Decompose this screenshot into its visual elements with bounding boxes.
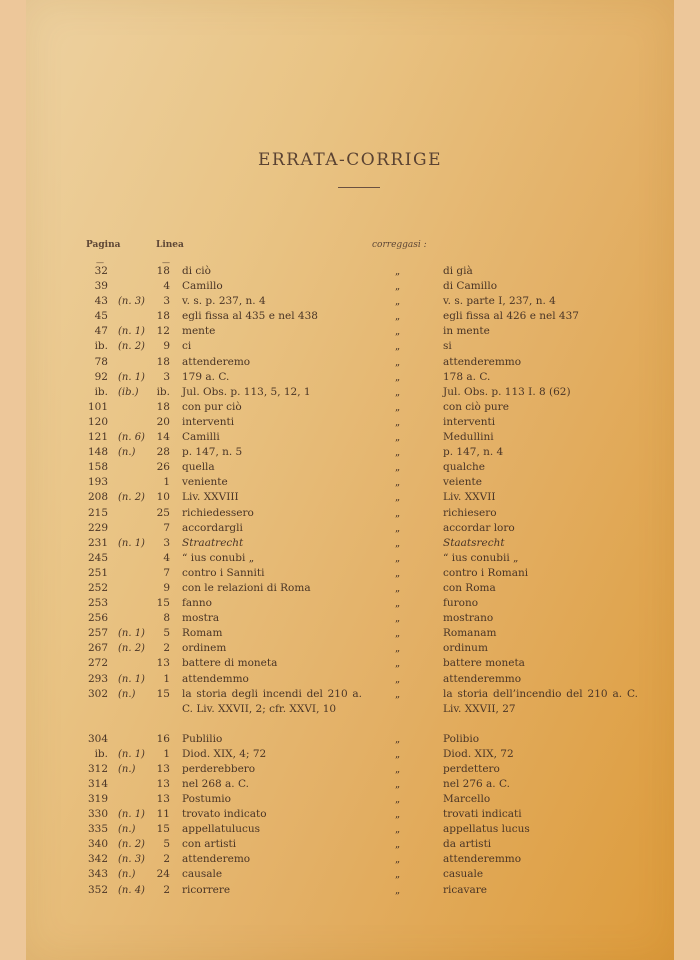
correction-text: con Roma	[443, 581, 496, 594]
error-text: Diod. XIX, 4; 72	[182, 747, 267, 760]
page-number: 120	[87, 415, 108, 428]
error-text: “ ius conubi „	[182, 551, 255, 564]
error-text: con pur ciò	[182, 400, 242, 413]
line-number: 3	[163, 536, 170, 549]
error-text: interventi	[182, 415, 235, 428]
line-number: 12	[156, 325, 170, 338]
page-number: 231	[87, 536, 108, 549]
errata-row	[26, 294, 674, 309]
note-ref: (n. 1)	[118, 673, 145, 685]
errata-row	[26, 385, 674, 400]
line-number: 11	[156, 808, 170, 821]
page-number: 312	[87, 762, 108, 775]
page-number: 32	[94, 265, 108, 277]
ditto-mark: „	[395, 296, 401, 308]
page-number: 330	[87, 808, 108, 821]
error-text: Postumio	[182, 793, 231, 805]
line-number: 5	[163, 838, 170, 851]
note-ref: (n. 4)	[118, 884, 145, 896]
ditto-mark: „	[395, 552, 401, 564]
ditto-mark: „	[395, 748, 401, 760]
errata-row	[26, 339, 674, 354]
correction-text: Liv. XXVII	[443, 491, 496, 504]
ditto-mark: „	[395, 763, 401, 775]
errata-row	[26, 656, 674, 671]
error-text: la storia degli incendi del 210 a. C. Liv. XXVII, 2; cfr. XXVI, 10	[182, 687, 362, 715]
errata-row	[26, 687, 674, 732]
ditto-mark: „	[395, 628, 401, 640]
note-ref: (n.)	[118, 688, 136, 700]
error-text: ci	[182, 340, 192, 353]
error-text: mente	[182, 325, 216, 338]
line-number: 1	[163, 747, 170, 760]
page-number: ib.	[94, 747, 108, 760]
error-text: Straatrecht	[182, 536, 244, 549]
page-number: 252	[87, 581, 108, 594]
error-text: Camillo	[182, 280, 223, 293]
page-number: 253	[87, 597, 108, 610]
ditto-mark: „	[395, 311, 401, 323]
ditto-mark: „	[395, 477, 401, 489]
errata-row	[26, 867, 674, 882]
page-number: 343	[87, 868, 108, 881]
page-number: 158	[87, 461, 108, 474]
note-ref: (n. 2)	[118, 643, 145, 655]
ditto-mark: „	[395, 326, 401, 338]
ditto-mark: „	[395, 839, 401, 851]
correction-text: 178 a. C.	[443, 370, 491, 383]
line-number: 24	[156, 868, 170, 881]
error-text: Liv. XXVIII	[182, 491, 239, 504]
errata-row	[26, 852, 674, 867]
line-number: 3	[163, 370, 170, 383]
errata-row	[26, 309, 674, 324]
ditto-mark: „	[395, 432, 401, 444]
page-number: 208	[87, 491, 108, 504]
page-number: 267	[87, 642, 108, 655]
ditto-mark: „	[395, 688, 401, 700]
correction-text: Jul. Obs. p. 113 I. 8 (62)	[443, 385, 571, 398]
page-title: ERRATA-CORRIGE	[257, 150, 443, 170]
correction-text: richiesero	[443, 506, 497, 519]
error-text: con le relazioni di Roma	[182, 581, 311, 594]
correction-text: ordinum	[443, 642, 488, 655]
errata-row	[26, 506, 674, 521]
line-number: 13	[156, 657, 170, 670]
line-number: 18	[156, 265, 170, 277]
ditto-mark: „	[395, 778, 401, 790]
errata-row	[26, 521, 674, 536]
ditto-mark: „	[395, 341, 401, 353]
errata-row	[26, 324, 674, 339]
ditto-mark: „	[395, 356, 401, 368]
page-number: 92	[94, 370, 108, 383]
page-number: 272	[87, 657, 108, 670]
correction-text: qualche	[443, 461, 485, 474]
note-ref: (ib.)	[118, 386, 139, 398]
error-text: causale	[182, 868, 223, 881]
line-number: 5	[163, 627, 170, 640]
header-page-dash: —	[96, 258, 104, 267]
line-number: 2	[163, 642, 170, 655]
error-text: Publilio	[182, 732, 223, 745]
correction-text: di Camillo	[443, 280, 498, 293]
ditto-mark: „	[395, 371, 401, 383]
correction-text: egli fissa al 426 e nel 437	[443, 310, 579, 323]
page-number: 45	[94, 310, 108, 323]
error-text: Camilli	[182, 431, 220, 444]
page-number: 304	[87, 732, 108, 745]
page-number: 43	[94, 295, 108, 308]
note-ref: (n. 3)	[118, 854, 145, 866]
correction-text: nel 276 a. C.	[443, 777, 510, 790]
errata-row	[26, 581, 674, 596]
error-text: fanno	[182, 597, 212, 610]
correction-text: con ciò pure	[443, 400, 509, 413]
page-number: 342	[87, 853, 108, 866]
errata-row	[26, 490, 674, 505]
errata-row	[26, 551, 674, 566]
page-number: 257	[87, 627, 108, 640]
errata-row	[26, 279, 674, 294]
page-number: 340	[87, 838, 108, 851]
errata-row	[26, 732, 674, 747]
error-text: ricorrere	[182, 883, 231, 896]
correction-text: casuale	[443, 868, 484, 881]
errata-row	[26, 415, 674, 430]
error-text: battere di moneta	[182, 657, 278, 670]
correction-text: Romanam	[443, 627, 497, 640]
note-ref: (n. 2)	[118, 492, 145, 504]
errata-row	[26, 762, 674, 777]
ditto-mark: „	[395, 582, 401, 594]
line-number: 15	[156, 597, 170, 610]
page-number: 148	[87, 446, 108, 459]
correction-text: attenderemmo	[443, 672, 522, 685]
header-correct: correggasi :	[372, 240, 427, 250]
errata-row	[26, 822, 674, 837]
page-number: 319	[87, 793, 108, 805]
errata-row	[26, 355, 674, 370]
errata-row	[26, 400, 674, 415]
ditto-mark: „	[395, 673, 401, 685]
correction-text: ricavare	[443, 883, 487, 896]
ditto-mark: „	[395, 522, 401, 534]
correction-text: mostrano	[443, 612, 494, 625]
note-ref: (n. 1)	[118, 326, 145, 338]
error-text: contro i Sanniti	[182, 566, 265, 579]
line-number: 8	[163, 612, 170, 625]
line-number: 13	[156, 762, 170, 775]
errata-table	[26, 264, 674, 898]
correction-text: perdettero	[443, 762, 500, 775]
line-number: 1	[163, 476, 170, 489]
line-number: 26	[156, 461, 170, 474]
page-number: 251	[87, 566, 108, 579]
note-ref: (n.)	[118, 869, 136, 881]
errata-row	[26, 807, 674, 822]
ditto-mark: „	[395, 462, 401, 474]
error-text: attendemmo	[182, 672, 249, 685]
correction-text: la storia dell’incendio del 210 a. C. Liv. XXVII, 27	[443, 687, 638, 715]
note-ref: (n. 1)	[118, 371, 145, 383]
line-number: 4	[163, 280, 170, 293]
line-number: 16	[156, 732, 170, 745]
correction-text: v. s. parte I, 237, n. 4	[443, 295, 556, 308]
page-number: 352	[87, 883, 108, 896]
error-text: p. 147, n. 5	[182, 446, 243, 459]
line-number: 4	[163, 551, 170, 564]
ditto-mark: „	[395, 386, 401, 398]
line-number: 15	[156, 823, 170, 836]
error-text: v. s. p. 237, n. 4	[182, 295, 266, 308]
error-text: egli fissa al 435 e nel 438	[182, 310, 318, 323]
correction-text: furono	[443, 597, 479, 610]
line-number: ib.	[156, 385, 170, 398]
page-number: 245	[87, 551, 108, 564]
correction-text: appellatus lucus	[443, 823, 530, 836]
ditto-mark: „	[395, 416, 401, 428]
ditto-mark: „	[395, 658, 401, 670]
line-number: 2	[163, 883, 170, 896]
errata-row	[26, 672, 674, 687]
ditto-mark: „	[395, 824, 401, 836]
ditto-mark: „	[395, 567, 401, 579]
line-number: 14	[156, 431, 170, 444]
line-number: 13	[156, 777, 170, 790]
correction-text: da artisti	[443, 838, 492, 851]
errata-row	[26, 837, 674, 852]
page-number: ib.	[94, 385, 108, 398]
line-number: 1	[163, 672, 170, 685]
line-number: 18	[156, 400, 170, 413]
correction-text: trovati indicati	[443, 808, 522, 821]
error-text: veniente	[182, 476, 228, 489]
errata-row	[26, 264, 674, 279]
ditto-mark: „	[395, 492, 401, 504]
error-text: quella	[182, 461, 215, 474]
correction-text: battere moneta	[443, 657, 525, 670]
line-number: 28	[156, 446, 170, 459]
note-ref: (n.)	[118, 824, 136, 836]
header-line-dash: —	[162, 258, 170, 267]
line-number: 3	[163, 295, 170, 308]
errata-row	[26, 596, 674, 611]
correction-text: veiente	[443, 476, 482, 489]
errata-row	[26, 747, 674, 762]
ditto-mark: „	[395, 733, 401, 745]
page-number: 78	[94, 355, 108, 368]
correction-text: interventi	[443, 415, 496, 428]
ditto-mark: „	[395, 598, 401, 610]
correction-text: Marcello	[443, 793, 491, 805]
correction-text: Medullini	[443, 431, 494, 444]
ditto-mark: „	[395, 613, 401, 625]
correction-text: p. 147, n. 4	[443, 446, 504, 459]
note-ref: (n. 1)	[118, 809, 145, 821]
page-number: 121	[87, 431, 108, 444]
error-text: accordargli	[182, 521, 243, 534]
note-ref: (n. 2)	[118, 341, 145, 353]
correction-text: si	[443, 340, 452, 353]
error-text: appellatulucus	[182, 823, 261, 836]
errata-row	[26, 883, 674, 898]
note-ref: (n. 3)	[118, 296, 145, 308]
ditto-mark: „	[395, 794, 401, 805]
line-number: 9	[163, 581, 170, 594]
correction-text: accordar loro	[443, 521, 515, 534]
error-text: attenderemo	[182, 853, 251, 866]
ditto-mark: „	[395, 854, 401, 866]
page-number: 293	[87, 672, 108, 685]
correction-text: contro i Romani	[443, 566, 529, 579]
page-number: 335	[87, 823, 108, 836]
errata-row	[26, 611, 674, 626]
errata-row	[26, 475, 674, 490]
errata-row	[26, 536, 674, 551]
note-ref: (n. 2)	[118, 839, 145, 851]
errata-row	[26, 430, 674, 445]
correction-text: attenderemmo	[443, 853, 522, 866]
errata-row	[26, 460, 674, 475]
page-number: 302	[87, 687, 108, 700]
correction-text: Diod. XIX, 72	[443, 747, 514, 760]
line-number: 10	[156, 491, 170, 504]
errata-row	[26, 641, 674, 656]
ditto-mark: „	[395, 447, 401, 459]
line-number: 13	[156, 793, 170, 805]
errata-row	[26, 566, 674, 581]
line-number: 2	[163, 853, 170, 866]
line-number: 20	[156, 415, 170, 428]
header-page: Pagina	[86, 240, 121, 250]
correction-text: di già	[443, 265, 473, 277]
note-ref: (n. 1)	[118, 628, 145, 640]
ditto-mark: „	[395, 281, 401, 293]
error-text: trovato indicato	[182, 808, 267, 821]
correction-text: “ ius conubii „	[443, 551, 519, 564]
line-number: 18	[156, 355, 170, 368]
ditto-mark: „	[395, 507, 401, 519]
correction-text: in mente	[443, 325, 490, 338]
header-line: Linea	[156, 240, 184, 250]
title-rule	[338, 187, 380, 188]
error-text: 179 a. C.	[182, 370, 230, 383]
line-number: 9	[163, 340, 170, 353]
error-text: nel 268 a. C.	[182, 777, 249, 790]
line-number: 18	[156, 310, 170, 323]
page-number: 101	[87, 400, 108, 413]
note-ref: (n.)	[118, 447, 136, 459]
error-text: perderebbero	[182, 762, 256, 775]
note-ref: (n.)	[118, 763, 136, 775]
ditto-mark: „	[395, 809, 401, 821]
ditto-mark: „	[395, 869, 401, 881]
errata-row	[26, 792, 674, 807]
ditto-mark: „	[395, 266, 401, 277]
note-ref: (n. 6)	[118, 432, 145, 444]
error-text: Romam	[182, 627, 223, 640]
error-text: con artisti	[182, 838, 237, 851]
page-number: 215	[87, 506, 108, 519]
correction-text: attenderemmo	[443, 355, 522, 368]
page-number: 39	[94, 280, 108, 293]
line-number: 25	[156, 506, 170, 519]
note-ref: (n. 1)	[118, 748, 145, 760]
errata-page	[26, 0, 674, 960]
error-text: di ciò	[182, 265, 211, 277]
error-text: richiedessero	[182, 506, 254, 519]
ditto-mark: „	[395, 401, 401, 413]
error-text: ordinem	[182, 642, 227, 655]
errata-row	[26, 445, 674, 460]
error-text: Jul. Obs. p. 113, 5, 12, 1	[182, 385, 311, 398]
note-ref: (n. 1)	[118, 537, 145, 549]
correction-text: Polibio	[443, 732, 480, 745]
line-number: 7	[163, 566, 170, 579]
error-text: mostra	[182, 612, 220, 625]
ditto-mark: „	[395, 884, 401, 896]
page-number: 193	[87, 476, 108, 489]
page-number: 256	[87, 612, 108, 625]
page-number: 229	[87, 521, 108, 534]
page-number: 47	[94, 325, 108, 338]
line-number: 15	[156, 687, 170, 700]
line-number: 7	[163, 521, 170, 534]
page-number: ib.	[94, 340, 108, 353]
errata-row	[26, 370, 674, 385]
page-number: 314	[87, 777, 108, 790]
errata-row	[26, 626, 674, 641]
correction-text: Staatsrecht	[443, 536, 505, 549]
ditto-mark: „	[395, 643, 401, 655]
errata-row	[26, 777, 674, 792]
ditto-mark: „	[395, 537, 401, 549]
error-text: attenderemo	[182, 355, 251, 368]
